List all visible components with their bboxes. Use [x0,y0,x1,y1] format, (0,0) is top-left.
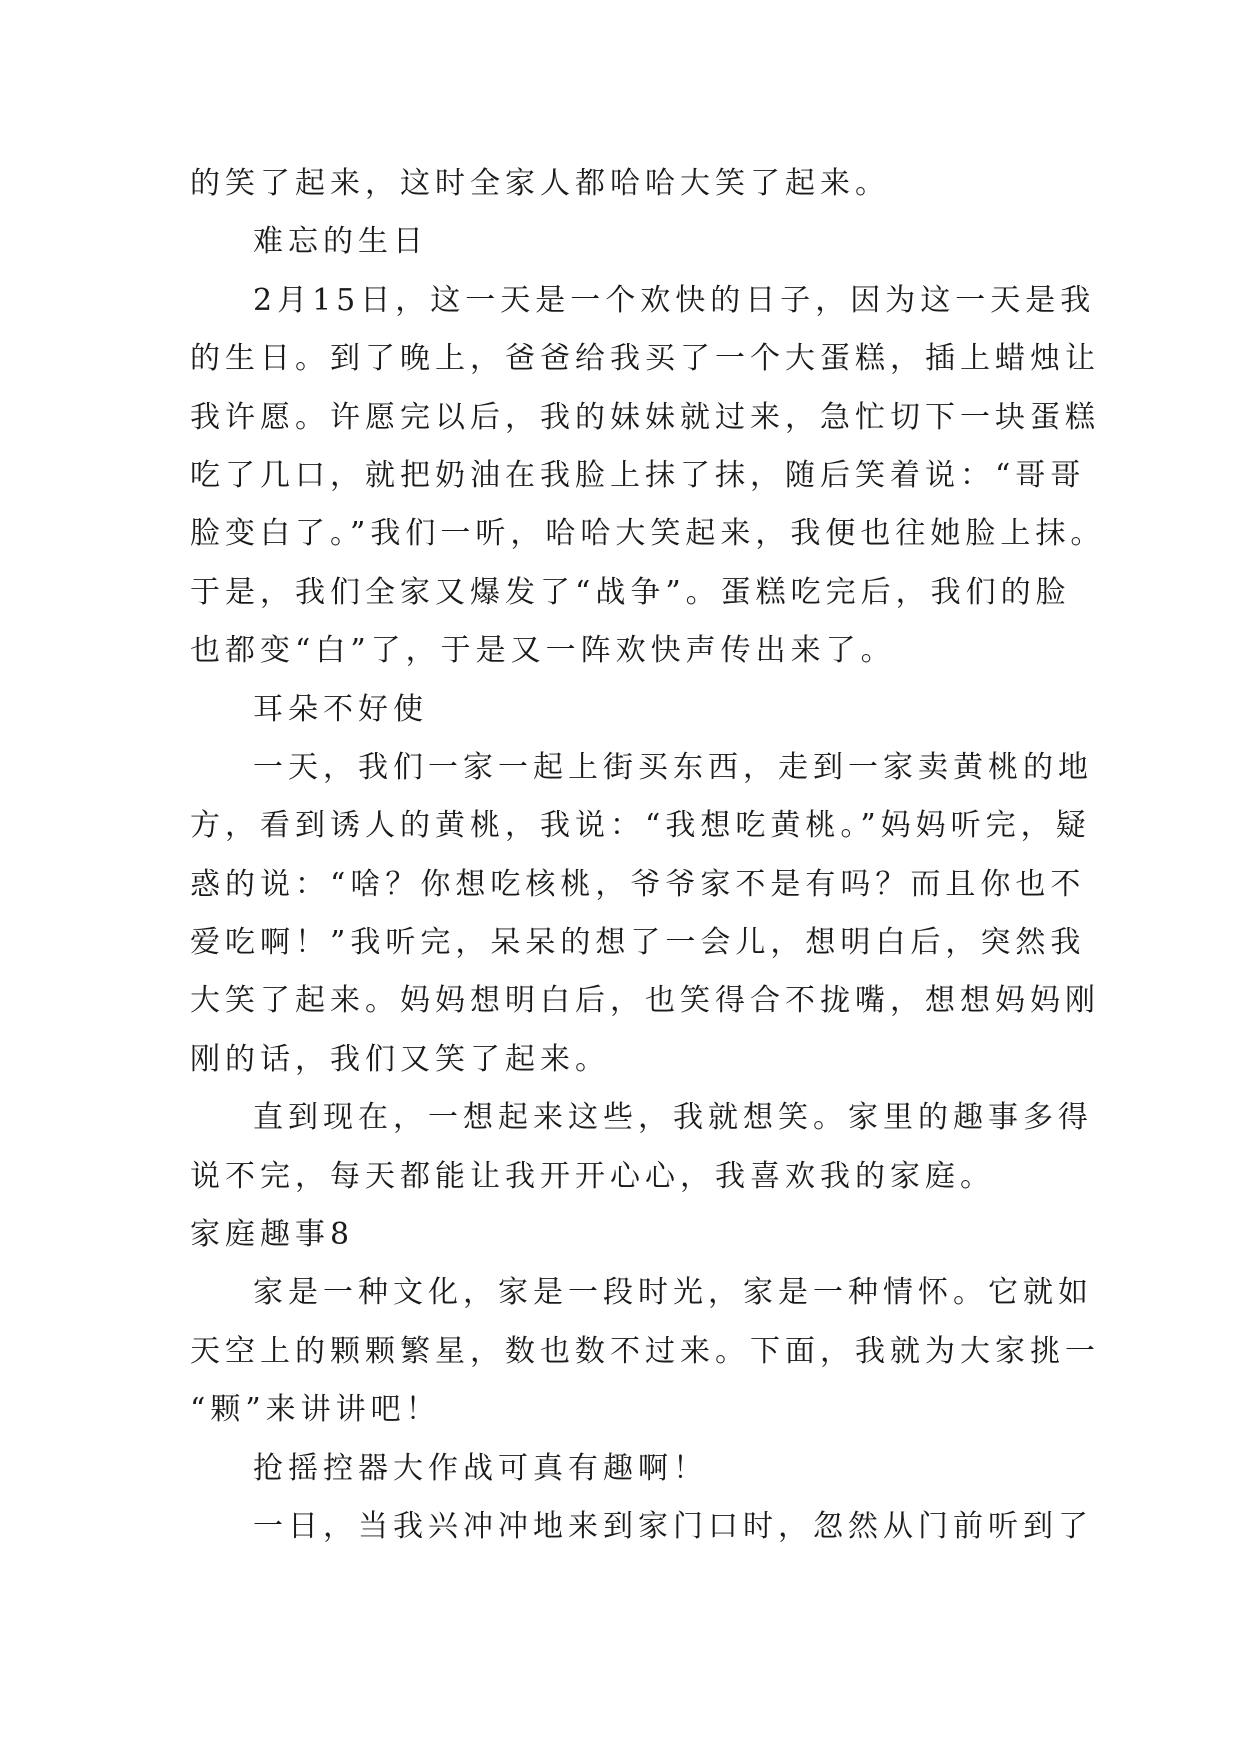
paragraph-line: 的笑了起来，这时全家人都哈哈大笑了起来。 [190,166,890,201]
paragraph-line: 刚的话，我们又笑了起来。 [190,1041,610,1077]
section-heading-birthday: 难忘的生日 [253,224,428,260]
paragraph-line: 于是，我们全家又爆发了“战争”。蛋糕吃完后，我们的脸 [190,574,1071,610]
article-title: 家庭趣事8 [190,1217,355,1253]
paragraph-line: 爱吃啊！”我听完，呆呆的想了一会儿，想明白后，突然我 [190,925,1086,961]
paragraph-line: 我许愿。许愿完以后，我的妹妹就过来，急忙切下一块蛋糕 [190,399,1100,435]
section-heading-ears: 耳朵不好使 [253,691,428,727]
paragraph-line: 家是一种文化，家是一段时光，家是一种情怀。它就如 [253,1275,1093,1311]
paragraph-line: 也都变“白”了，于是又一阵欢快声传出来了。 [190,633,896,669]
paragraph-line: 2月15日，这一天是一个欢快的日子，因为这一天是我 [253,282,1096,318]
paragraph-line: 一天，我们一家一起上街买东西，走到一家卖黄桃的地 [253,749,1093,785]
paragraph-line: 大笑了起来。妈妈想明白后，也笑得合不拢嘴，想想妈妈刚 [190,983,1100,1019]
paragraph-line: 惑的说：“啥？你想吃核桃，爷爷家不是有吗？而且你也不 [190,866,1086,902]
paragraph-line: “颗”来讲讲吧！ [190,1392,441,1428]
paragraph-line: 说不完，每天都能让我开开心心，我喜欢我的家庭。 [190,1158,995,1194]
section-heading-remote: 抢摇控器大作战可真有趣啊！ [253,1450,708,1486]
paragraph-line: 直到现在，一想起来这些，我就想笑。家里的趣事多得 [253,1100,1093,1136]
paragraph-line: 方，看到诱人的黄桃，我说：“我想吃黄桃。”妈妈听完，疑 [190,808,1091,844]
document-page [190,155,1106,1556]
paragraph-line: 一日，当我兴冲冲地来到家门口时，忽然从门前听到了 [253,1508,1093,1544]
paragraph-line: 吃了几口，就把奶油在我脸上抹了抹，随后笑着说：“哥哥 [190,457,1086,493]
paragraph-line: 的生日。到了晚上，爸爸给我买了一个大蛋糕，插上蜡烛让 [190,341,1100,377]
paragraph-line: 脸变白了。”我们一听，哈哈大笑起来，我便也往她脸上抹。 [190,516,1106,552]
paragraph-line: 天空上的颗颗繁星，数也数不过来。下面，我就为大家挑一 [190,1333,1100,1369]
